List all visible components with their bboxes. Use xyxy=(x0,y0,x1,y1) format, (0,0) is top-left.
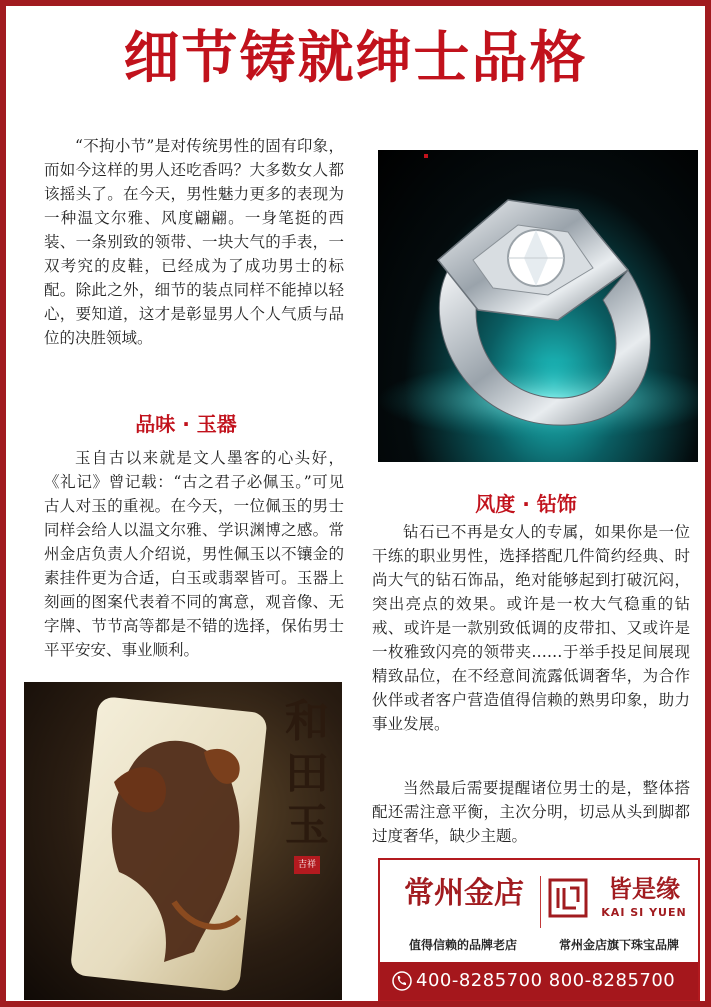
brand-logo-icon xyxy=(548,878,588,918)
page-title: 细节铸就绅士品格 xyxy=(123,26,588,91)
jade-paragraph: 玉自古以来就是文人墨客的心头好，《礼记》曾记载：“古之君子必佩玉。”可见古人对玉的重视。在今天，一位佩玉的男士同样会给人以温文尔雅、学识渊博之感。常州金店负责人介绍说，男性佩玉以不镶金的素挂件更为合适，白玉或翡翠皆可。玉器上刻画的图案代表着不同的寓意，观音像、无字牌、节节高等都是不错的选择，保佑男士平平安安、事业顺利。 xyxy=(44,449,344,659)
jade-section-heading: 品味 · 玉器 xyxy=(135,412,237,436)
calligraphy-char: 玉 xyxy=(285,800,329,851)
calligraphy-char: 田 xyxy=(285,748,329,799)
ring-photo xyxy=(378,150,698,462)
jade-horse-photo xyxy=(24,682,342,1000)
brand-name-changzhou: 常州金店 xyxy=(404,876,524,911)
slogan-left: 值得信赖的品牌老店 xyxy=(408,938,517,952)
advertisement[interactable] xyxy=(378,858,700,1002)
diamond-section-heading: 风度 · 钻饰 xyxy=(475,492,577,516)
intro-paragraph: “不拘小节”是对传统男性的固有印象，而如今这样的男人还吃香吗？大多数女人都该摇头了。在今天，男性魅力更多的表现为一种温文尔雅、风度翩翩。一身笔挺的西装、一条别致的领带、一块大气的手表，一双考究的皮鞋，已经成为了成功男士的标配。除此之外，细节的装点同样不能掉以轻心，要知道，这才是彰显男人个人气质与品位的决胜领域。 xyxy=(44,137,344,347)
jade-calligraphy xyxy=(284,696,330,852)
phone-icon xyxy=(392,971,412,991)
brand-name-english: KAI SI YUEN xyxy=(601,906,687,919)
seal-stamp: 吉祥 xyxy=(294,856,320,874)
brand-divider xyxy=(540,876,541,928)
diamond-paragraph-2: 当然最后需要提醒诸位男士的是，整体搭配还需注意平衡，主次分明，切忌从头到脚都过度奢华，缺少主题。 xyxy=(372,779,690,845)
phone-numbers[interactable]: 400-8285700 800-8285700 xyxy=(416,970,676,991)
phone-bar[interactable] xyxy=(380,962,698,1000)
slogan-right: 常州金店旗下珠宝品牌 xyxy=(558,938,679,952)
diamond-paragraph: 钻石已不再是女人的专属，如果你是一位干练的职业男性，选择搭配几件简约经典、时尚大气的钻石饰品，绝对能够起到打破沉闷，突出亮点的效果。或许是一枚大气稳重的钻戒、或许是一款别致低调的皮带扣、又或许是一枚雅致闪亮的领带夹……于举手投足间展现精致品位，在不经意间流露低调奢华，为合作伙伴或者客户营造值得信赖的熟男印象，助力事业发展。 xyxy=(372,523,690,733)
ring-icon xyxy=(378,150,698,462)
calligraphy-char: 和 xyxy=(285,696,329,747)
brand-name-kaisiyuen: 皆是缘 xyxy=(608,875,680,903)
